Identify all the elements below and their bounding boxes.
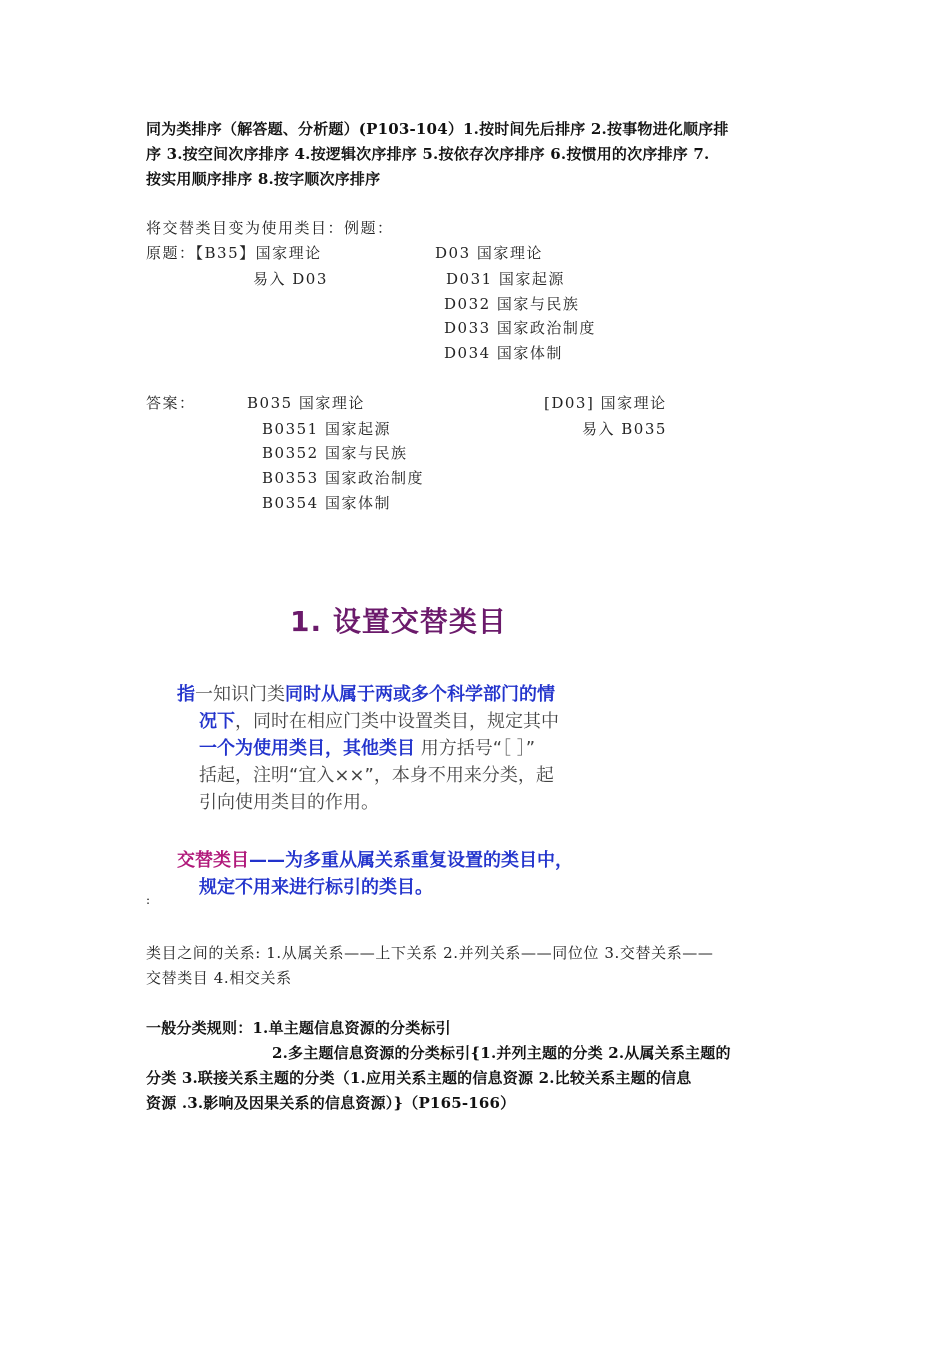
rules-line-2: 2.多主题信息资源的分类标引{1.并列主题的分类 2.从属关系主题的 (272, 1044, 731, 1062)
answer-label: 答案： (146, 394, 196, 412)
sorting-line-2: 序 3.按空间次序排序 4.按逻辑次序排序 5.按依存次序排序 6.按惯用的次序排序 7. (146, 145, 710, 163)
slide-line-1 (177, 681, 555, 708)
slide-definition-text: ——为多重从属关系重复设置的类目中， (249, 850, 573, 871)
slide-text-set: ，同时在相应门类中设置类目，规定其中 (235, 711, 559, 732)
answer-left-1: B0351 国家起源 (262, 420, 391, 438)
original-label: 原题：【B35】国家理论 (146, 244, 322, 262)
rules-line-1: 一般分类规则：1.单主题信息资源的分类标引 (146, 1019, 451, 1037)
slide-line-2 (199, 708, 559, 735)
slide-title: 1. 设置交替类目 (290, 605, 507, 638)
answer-right-2: 易入 B035 (582, 420, 667, 438)
original-right-1: D031 国家起源 (446, 270, 565, 288)
answer-left-0: B035 国家理论 (247, 394, 365, 412)
original-sub: 易入 D03 (253, 270, 328, 288)
original-right-3: D033 国家政治制度 (444, 319, 596, 337)
slide-definition-2 (199, 874, 433, 901)
sorting-line-3: 按实用顺序排序 8.按字顺次序排序 (146, 170, 381, 188)
slide-line-5: 引向使用类目的作用。 (199, 792, 379, 813)
slide-line-3 (199, 735, 535, 762)
colon-mark: : (146, 893, 151, 907)
slide-line-4: 括起，注明“宜入××”，本身不用来分类，起 (199, 765, 554, 786)
rules-line-3: 分类 3.联接关系主题的分类（1.应用关系主题的信息资源 2.比较关系主题的信息 (146, 1069, 692, 1087)
original-right-0: D03 国家理论 (435, 244, 543, 262)
answer-right-1: [D03] 国家理论 (544, 394, 667, 412)
answer-left-3: B0353 国家政治制度 (262, 469, 424, 487)
slide-text-zhi: 指 (177, 684, 195, 705)
relations-line-1: 类目之间的关系: 1.从属关系——上下关系 2.并列关系——同位位 3.交替关系—— (146, 944, 714, 962)
sorting-line-1: 同为类排序（解答题、分析题）(P103-104）1.按时间先后排序 2.按事物进化顺序排 (146, 120, 729, 138)
answer-left-2: B0352 国家与民族 (262, 444, 408, 462)
slide-text-multi-dept: 同时从属于两或多个科学部门的情 (285, 684, 555, 705)
example-intro: 将交替类目变为使用类目：例题： (146, 219, 394, 237)
slide-term-alternate: 交替类目 (177, 850, 249, 871)
original-right-2: D032 国家与民族 (444, 295, 580, 313)
slide-definition-end: 规定不用来进行标引的类目。 (199, 877, 433, 898)
rules-line-4: 资源 .3.影响及因果关系的信息资源）}（P165-166） (146, 1094, 516, 1112)
slide-text-case: 况下 (199, 711, 235, 732)
answer-left-4: B0354 国家体制 (262, 494, 391, 512)
slide-definition-1 (177, 847, 573, 874)
relations-line-2: 交替类目 4.相交关系 (146, 969, 292, 987)
slide-text-brackets: 用方括号“［ ］” (415, 738, 536, 759)
original-right-4: D034 国家体制 (444, 344, 563, 362)
slide-text-use-class: 一个为使用类目，其他类目 (199, 738, 415, 759)
slide-text-knowledge: 一知识门类 (195, 684, 285, 705)
